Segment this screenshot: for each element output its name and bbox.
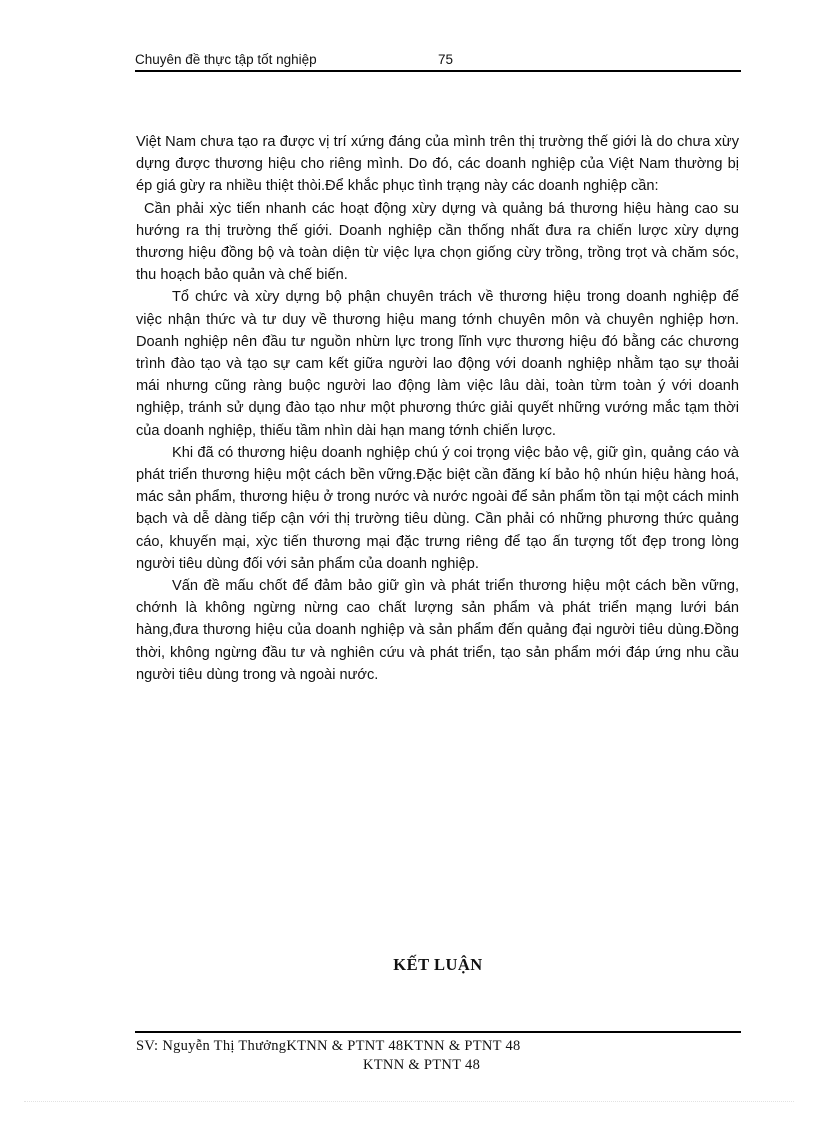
paragraph-2: Cần phải xỳc tiến nhanh các hoạt động xừy dựng và quảng bá thương hiệu hàng cao su hướng ra thị trường thế giới. Doanh nghiệp cần thống nhất đưa ra chiến lược xừy dựng thương hiệu đồng bộ và toàn diện từ việc lựa chọn giống cừy trồng, trồng trọt và chăm sóc, thu hoạch bảo quản và chế biến. [136,200,739,284]
footer-line-1: SV: Nguyễn Thị ThưởngKTNN & PTNT 48KTNN & PTNT 48 [136,1038,521,1054]
page-bottom-border [24,1101,794,1102]
page-header [135,50,740,70]
paragraph-3: Tổ chức và xừy dựng bộ phận chuyên trách về thương hiệu trong doanh nghiệp để việc nhận thức và tư duy về thương hiệu mang tớnh chuyên môn và chuyên nghiệp hơn. Doanh nghiệp nên đầu tư nguồn nhừn lực trong lĩnh vực thương hiệu đó bằng các chương trình đào tạo và tạo sự cam kết giữa người lao động với doanh nghiệp nhằm tạo sự thoải mái nhưng cũng ràng buộc người lao động làm việc lâu dài, toàn từm toàn ý với doanh nghiệp, tránh sử dụng đào tạo như một phương thức giải quyết những vướng mắc tạm thời của doanh nghiệp, thiếu tầm nhìn dài hạn mang tớnh chiến lược. [136,289,739,439]
section-heading: KẾT LUẬN [393,955,483,974]
body-text [136,131,739,686]
paragraph-5: Vấn đề mấu chốt để đảm bảo giữ gìn và phát triển thương hiệu một cách bền vững, chớnh là không ngừng nừng cao chất lượng sản phẩm và phát triển mạng lưới bán hàng,đưa thương hiệu của doanh nghiệp và sản phẩm đến quảng đại người tiêu dùng.Đồng thời, không ngừng đầu tư và nghiên cứu và phát triển, tạo sản phẩm mới đáp ứng nhu cầu người tiêu dùng trong và ngoài nước. [136,578,739,683]
paragraph-1: Việt Nam chưa tạo ra được vị trí xứng đáng của mình trên thị trường thế giới là do chưa xừy dựng được thương hiệu cho riêng mình. Do đó, các doanh nghiệp của Việt Nam thường bị ép giá gừy ra nhiều thiệt thòi.Để khắc phục tình trạng này các doanh nghiệp cần: [136,134,739,195]
footer-line-2: KTNN & PTNT 48 [363,1057,481,1073]
paragraph-4: Khi đã có thương hiệu doanh nghiệp chú ý coi trọng việc bảo vệ, giữ gìn, quảng cáo và phát triển thương hiệu một cách bền vững.Đặc biệt cần đăng kí bảo hộ nhún hiệu hàng hoá, mác sản phẩm, thương hiệu ở trong nước và nước ngoài để sản phẩm tồn tại một cách minh bạch và dễ dàng tiếp cận với thị trường tiêu dùng. Cần phải có những phương thức quảng cáo, khuyến mại, xỳc tiến thương mại đặc trưng riêng để tạo ấn tượng tốt đẹp trong lòng người tiêu dùng đối với sản phẩm của doanh nghiệp. [136,444,739,572]
header-title: Chuyên đề thực tập tốt nghiệp [135,52,317,67]
header-divider [135,70,741,72]
footer-divider [135,1031,741,1033]
page-number: 75 [438,52,454,67]
